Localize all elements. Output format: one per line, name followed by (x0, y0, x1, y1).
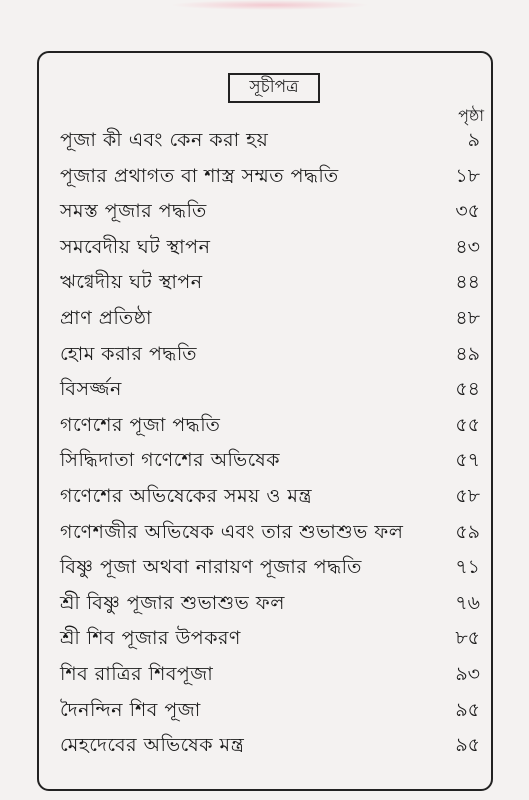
entry-title: সিদ্ধিদাতা গণেশের অভিষেক (60, 449, 281, 472)
contents-entry (60, 591, 480, 619)
entry-page-number: ৯৫ (455, 698, 480, 721)
contents-entry (60, 164, 480, 192)
entry-page-number: ৯৩ (455, 663, 480, 685)
entry-page-number: ৫৪ (455, 378, 480, 401)
entry-page-number: ৫৯ (455, 520, 480, 543)
entry-title: গণেশের পূজা পদ্ধতি (60, 413, 221, 436)
entry-title: শ্রী বিষ্ণু পূজার শুভাশুভ ফল (60, 591, 285, 614)
entry-title: পূজা কী এবং কেন করা হয় (60, 129, 269, 151)
contents-entry (60, 235, 480, 263)
entry-title: ঋগ্বেদীয় ঘট স্থাপন (60, 271, 203, 294)
entry-title: শ্রী শিব পূজার উপকরণ (60, 627, 241, 650)
contents-entry (60, 733, 480, 761)
entry-title: হোম করার পদ্ধতি (60, 342, 198, 365)
entry-page-number: ৫৫ (455, 413, 480, 436)
entry-title: প্রাণ প্রতিষ্ঠা (60, 307, 152, 329)
page-column-label: পৃষ্ঠা (458, 106, 484, 125)
entry-title: বিষ্ণু পূজা অথবা নারায়ণ পূজার পদ্ধতি (60, 556, 362, 579)
contents-entry (60, 555, 480, 583)
entry-page-number: ৪৪ (455, 271, 480, 294)
contents-entry (60, 377, 480, 405)
entry-page-number: ৮৫ (455, 627, 480, 650)
entry-title: গণেশের অভিষেকের সময় ও মন্ত্র (60, 485, 313, 507)
contents-entry (60, 520, 480, 548)
entry-page-number: ৪৯ (455, 342, 480, 365)
contents-entry (60, 698, 480, 726)
entry-page-number: ৭৬ (455, 591, 480, 614)
entry-title: বিসর্জ্জন (60, 378, 122, 401)
entry-page-number: ৯ (467, 129, 480, 151)
entry-title: দৈনন্দিন শিব পূজা (60, 698, 201, 721)
entry-title: শিব রাত্রির শিবপূজা (60, 663, 214, 685)
contents-entry (60, 626, 480, 654)
contents-entry (60, 128, 480, 156)
entry-title: সমস্ত পূজার পদ্ধতি (60, 200, 207, 223)
page-edge-tint (170, 0, 370, 10)
contents-entry (60, 199, 480, 227)
contents-entry (60, 662, 480, 690)
entry-page-number: ৪৩ (455, 235, 480, 258)
entry-page-number: ৯৫ (455, 734, 480, 757)
page-title-text: সূচীপত্র (249, 77, 299, 97)
entry-page-number: ৪৮ (455, 307, 480, 329)
entry-title: গণেশজীর অভিষেক এবং তার শুভাশুভ ফল (60, 520, 404, 543)
entry-page-number: ৫৮ (455, 485, 480, 507)
entry-page-number: ৩৫ (455, 200, 480, 223)
entry-page-number: ৭১ (455, 556, 480, 579)
contents-entry (60, 448, 480, 476)
page-title (228, 73, 320, 103)
contents-entry (60, 306, 480, 334)
contents-entry (60, 484, 480, 512)
entry-title: পূজার প্রথাগত বা শাস্ত্র সম্মত পদ্ধতি (60, 164, 339, 187)
entry-page-number: ১৮ (455, 164, 480, 187)
contents-entry (60, 342, 480, 370)
contents-entry (60, 413, 480, 441)
entry-page-number: ৫৭ (455, 449, 480, 472)
entry-title: সমবেদীয় ঘট স্থাপন (60, 235, 211, 258)
contents-entry (60, 270, 480, 298)
entry-title: মেহদেবের অভিষেক মন্ত্র (60, 734, 245, 757)
